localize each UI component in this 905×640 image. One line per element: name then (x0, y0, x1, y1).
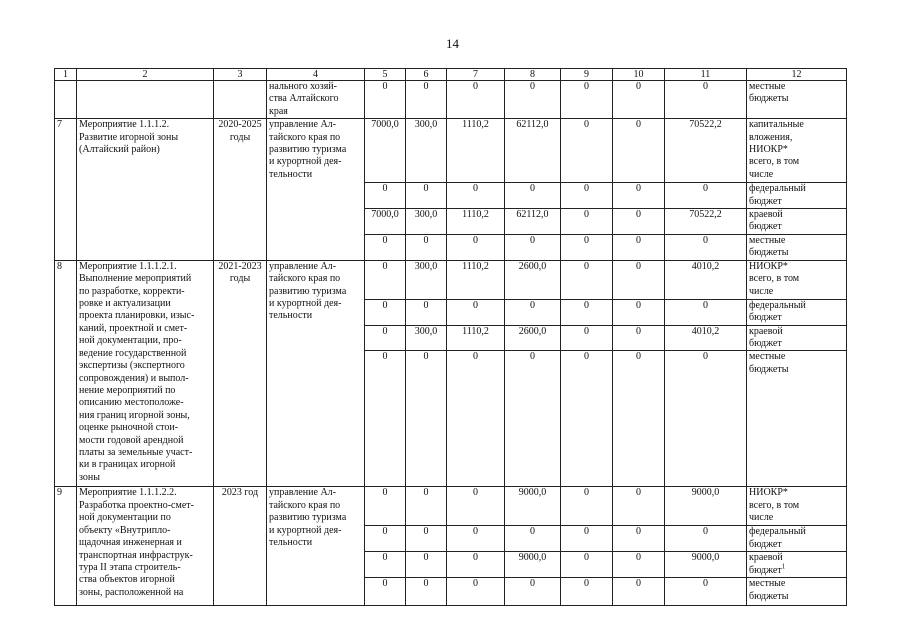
value-cell: 0 (613, 325, 665, 351)
value-cell: 0 (613, 487, 665, 526)
value-cell: 0 (365, 526, 406, 552)
column-number: 1 (55, 69, 77, 81)
funding-source-label: местные бюджеты (749, 351, 789, 375)
column-number: 12 (747, 69, 847, 81)
value-cell: 0 (505, 235, 561, 261)
value-cell: 0 (365, 487, 406, 526)
value-cell: 62112,0 (505, 119, 561, 183)
value-cell: 0 (365, 235, 406, 261)
value-cell: 0 (561, 81, 613, 119)
column-number: 3 (214, 69, 267, 81)
value-cell: 300,0 (406, 325, 447, 351)
item-number-cell: 7 (55, 119, 77, 261)
funding-source-label: НИОКР* всего, в том числе (749, 487, 800, 524)
value-cell: 0 (406, 487, 447, 526)
value-cell: 0 (665, 299, 747, 325)
value-cell: 0 (613, 260, 665, 299)
value-cell: 0 (447, 81, 505, 119)
funding-source-label: НИОКР* всего, в том числе (749, 260, 800, 297)
value-cell: 0 (447, 183, 505, 209)
activity-row (55, 119, 847, 183)
funding-source-label: краевой бюджет (749, 209, 783, 233)
value-cell: 0 (665, 183, 747, 209)
value-cell: 0 (505, 526, 561, 552)
value-cell: 0 (365, 260, 406, 299)
value-cell: 0 (447, 351, 505, 487)
value-cell: 0 (613, 183, 665, 209)
value-cell: 0 (613, 526, 665, 552)
funding-source-cell (747, 260, 847, 299)
value-cell: 0 (365, 552, 406, 578)
value-cell: 0 (613, 351, 665, 487)
executor-cell: управление Ал- тайского края по развитию туризма и курортной дея- тельности (267, 260, 365, 487)
value-cell: 0 (561, 578, 613, 606)
value-cell: 0 (665, 578, 747, 606)
funding-source-cell (747, 351, 847, 487)
value-cell: 0 (365, 351, 406, 487)
value-cell: 0 (665, 81, 747, 119)
value-cell: 0 (613, 235, 665, 261)
column-number: 2 (77, 69, 214, 81)
column-number: 4 (267, 69, 365, 81)
funding-source-label: краевой бюджет (749, 325, 783, 350)
value-cell: 0 (665, 526, 747, 552)
column-number: 7 (447, 69, 505, 81)
value-cell: 0 (447, 487, 505, 526)
footnote-marker: 1 (781, 562, 786, 571)
value-cell: 1110,2 (447, 119, 505, 183)
continuation-row (55, 81, 847, 119)
value-cell: 0 (665, 351, 747, 487)
funding-source-label: федеральный бюджет (749, 183, 806, 207)
value-cell: 62112,0 (505, 209, 561, 235)
funding-source-cell (747, 526, 847, 552)
value-cell: 0 (505, 351, 561, 487)
value-cell: 0 (561, 209, 613, 235)
column-number: 9 (561, 69, 613, 81)
value-cell: 0 (665, 235, 747, 261)
column-number: 10 (613, 69, 665, 81)
value-cell: 0 (447, 235, 505, 261)
value-cell: 0 (561, 526, 613, 552)
column-number: 8 (505, 69, 561, 81)
item-number-cell: 8 (55, 260, 77, 487)
column-number: 6 (406, 69, 447, 81)
value-cell: 0 (613, 209, 665, 235)
value-cell: 0 (505, 183, 561, 209)
program-activities-table (54, 68, 847, 606)
value-cell: 0 (505, 81, 561, 119)
value-cell: 0 (406, 351, 447, 487)
executor-cell: нального хозяй- ства Алтайского края (267, 81, 365, 119)
value-cell: 300,0 (406, 209, 447, 235)
period-cell: 2023 год (214, 487, 267, 606)
activity-name-cell: Мероприятие 1.1.1.2.2. Разработка проектно-смет- ной документации по объекту «Внутрипло- щадочная инженерная и транспортная инфраструк- тура II этапа строитель- ства объектов игорной зоны, расположенной на (77, 487, 214, 606)
value-cell: 9000,0 (665, 487, 747, 526)
funding-source-cell (747, 578, 847, 606)
value-cell: 0 (561, 299, 613, 325)
value-cell: 1110,2 (447, 260, 505, 299)
value-cell: 0 (447, 578, 505, 606)
value-cell: 0 (505, 299, 561, 325)
value-cell: 0 (613, 81, 665, 119)
activity-name-cell: Мероприятие 1.1.1.2.1. Выполнение мероприятий по разработке, корректи- ровке и актуализации проекта планировки, изыс- каний, проектной и смет- ной документации, про- ведение государственной экспертизы (экспертного сопровождения) и выпол- нение мероприятий по описанию местоположе- ния границ игорной зоны, оценке рыночной стои- мости годовой арендной платы за земельные участ- ки в границах игорной зоны (77, 260, 214, 487)
value-cell: 0 (561, 487, 613, 526)
value-cell: 300,0 (406, 119, 447, 183)
funding-source-cell: местные бюджеты (747, 81, 847, 119)
executor-cell: управление Ал- тайского края по развитию туризма и курортной дея- тельности (267, 119, 365, 261)
activity-name-cell: Мероприятие 1.1.1.2. Развитие игорной зоны (Алтайский район) (77, 119, 214, 261)
funding-source-cell (747, 552, 847, 578)
period-cell: 2021-2023 годы (214, 260, 267, 487)
value-cell: 9000,0 (505, 552, 561, 578)
item-number-cell: 9 (55, 487, 77, 606)
value-cell: 2600,0 (505, 325, 561, 351)
funding-source-label: федеральный бюджет (749, 526, 806, 550)
value-cell: 70522,2 (665, 119, 747, 183)
value-cell: 0 (505, 578, 561, 606)
value-cell: 0 (406, 552, 447, 578)
value-cell: 9000,0 (505, 487, 561, 526)
activity-row (55, 487, 847, 526)
value-cell: 300,0 (406, 260, 447, 299)
value-cell: 0 (613, 552, 665, 578)
value-cell: 7000,0 (365, 119, 406, 183)
value-cell: 0 (447, 526, 505, 552)
value-cell: 0 (561, 325, 613, 351)
value-cell: 0 (365, 578, 406, 606)
table-body (55, 69, 847, 606)
value-cell: 70522,2 (665, 209, 747, 235)
value-cell: 1110,2 (447, 325, 505, 351)
funding-source-cell (747, 299, 847, 325)
value-cell: 0 (365, 325, 406, 351)
value-cell: 0 (447, 299, 505, 325)
funding-source-label: местные бюджеты (749, 578, 789, 602)
value-cell: 0 (406, 526, 447, 552)
value-cell: 0 (365, 299, 406, 325)
activity-row (55, 260, 847, 299)
period-cell: 2020-2025 годы (214, 119, 267, 261)
value-cell: 0 (613, 119, 665, 183)
value-cell: 0 (561, 351, 613, 487)
column-number: 5 (365, 69, 406, 81)
value-cell: 7000,0 (365, 209, 406, 235)
funding-source-cell (747, 183, 847, 209)
funding-source-cell (747, 325, 847, 351)
value-cell: 0 (613, 299, 665, 325)
funding-source-cell (747, 235, 847, 261)
value-cell: 0 (365, 81, 406, 119)
value-cell: 0 (561, 552, 613, 578)
value-cell: 0 (561, 260, 613, 299)
value-cell: 4010,2 (665, 260, 747, 299)
funding-source-cell (747, 209, 847, 235)
value-cell: 0 (406, 235, 447, 261)
value-cell: 9000,0 (665, 552, 747, 578)
value-cell: 0 (561, 235, 613, 261)
value-cell: 2600,0 (505, 260, 561, 299)
column-numbers-row (55, 69, 847, 81)
value-cell: 4010,2 (665, 325, 747, 351)
value-cell: 0 (561, 119, 613, 183)
funding-source-cell (747, 119, 847, 183)
activity-name-cell (77, 81, 214, 119)
page-number: 14 (446, 36, 459, 51)
period-cell (214, 81, 267, 119)
funding-source-label: капитальные вложения, НИОКР* всего, в том числе (749, 119, 804, 180)
item-number-cell (55, 81, 77, 119)
value-cell: 0 (561, 183, 613, 209)
funding-source-label: краевой бюджет (749, 552, 783, 576)
value-cell: 0 (406, 299, 447, 325)
value-cell: 0 (406, 578, 447, 606)
funding-source-label: федеральный бюджет (749, 299, 806, 324)
value-cell: 1110,2 (447, 209, 505, 235)
value-cell: 0 (406, 183, 447, 209)
column-number: 11 (665, 69, 747, 81)
funding-source-label: местные бюджеты (749, 235, 789, 259)
executor-cell: управление Ал- тайского края по развитию туризма и курортной дея- тельности (267, 487, 365, 606)
value-cell: 0 (365, 183, 406, 209)
value-cell: 0 (447, 552, 505, 578)
value-cell: 0 (406, 81, 447, 119)
funding-source-cell (747, 487, 847, 526)
value-cell: 0 (613, 578, 665, 606)
